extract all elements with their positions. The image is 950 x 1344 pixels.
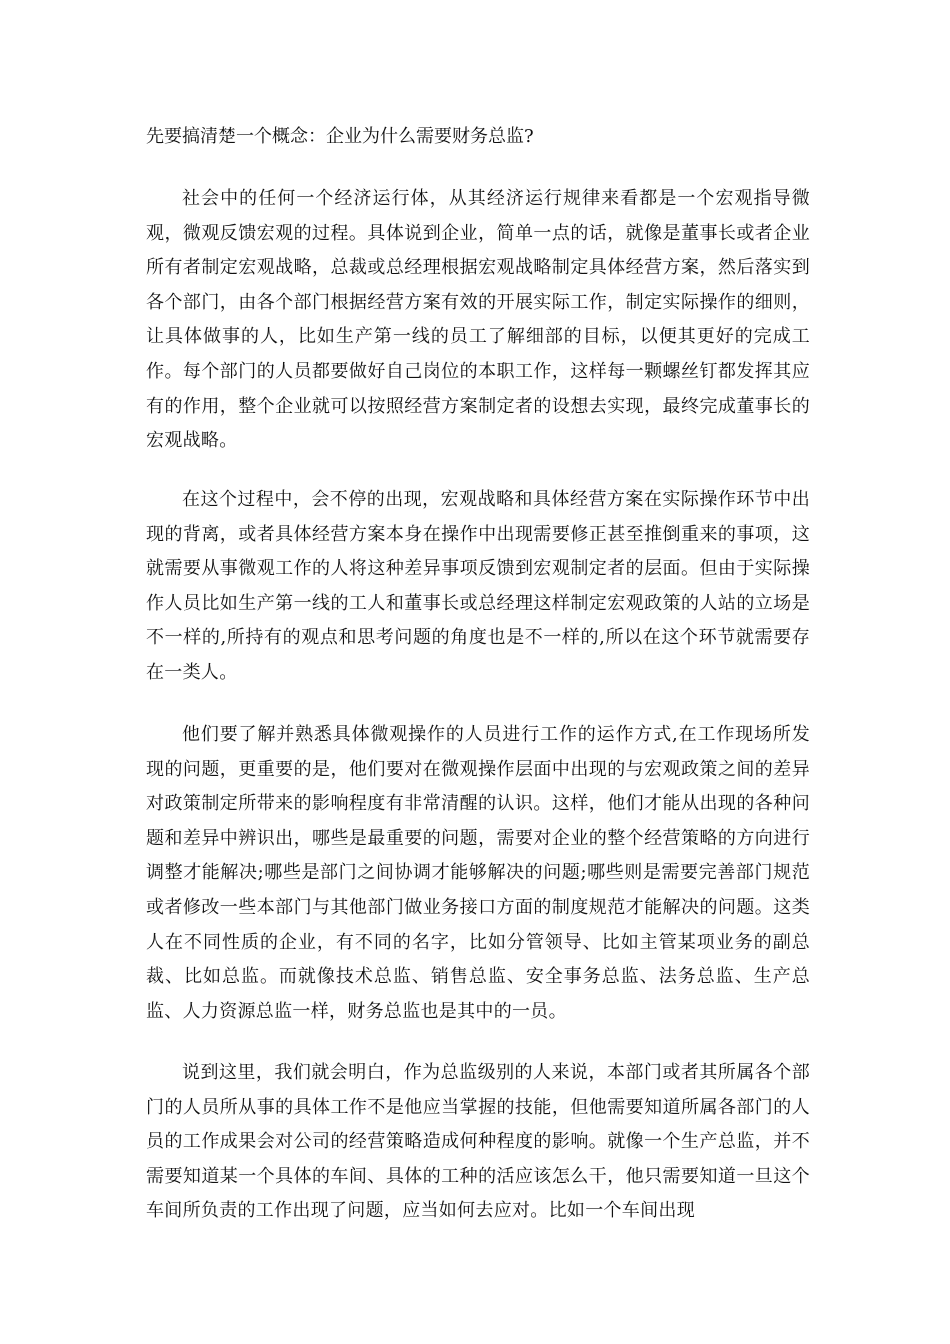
paragraph-1: 社会中的任何一个经济运行体，从其经济运行规律来看都是一个宏观指导微观，微观反馈宏观的过程。具体说到企业，简单一点的话，就像是董事长或者企业所有者制定宏观战略，总裁或总经理根据宏观战略制定具体经营方案，然后落实到各个部门，由各个部门根据经营方案有效的开展实际工作，制定实际操作的细则，让具体做事的人，比如生产第一线的员工了解细部的目标，以便其更好的完成工作。每个部门的人员都要做好自己岗位的本职工作，这样每一颗螺丝钉都发挥其应有的作用，整个企业就可以按照经营方案制定者的设想去实现，最终完成董事长的宏观战略。 <box>146 188 810 452</box>
document-heading: 先要搞清楚一个概念：企业为什么需要财务总监? <box>146 126 534 147</box>
paragraph-3: 他们要了解并熟悉具体微观操作的人员进行工作的运作方式,在工作现场所发现的问题，更重要的是，他们要对在微观操作层面中出现的与宏观政策之间的差异对政策制定所带来的影响程度有非常清醒的认识。这样，他们才能从出现的各种问题和差异中辨识出，哪些是最重要的问题，需要对企业的整个经营策略的方向进行调整才能解决;哪些是部门之间协调才能够解决的问题;哪些则是需要完善部门规范或者修改一些本部门与其他部门做业务接口方面的制度规范才能解决的问题。这类人在不同性质的企业，有不同的名字，比如分管领导、比如主管某项业务的副总裁、比如总监。而就像技术总监、销售总监、安全事务总监、法务总监、生产总监、人力资源总监一样，财务总监也是其中的一员。 <box>146 724 810 1022</box>
paragraph-2: 在这个过程中，会不停的出现，宏观战略和具体经营方案在实际操作环节中出现的背离，或者具体经营方案本身在操作中出现需要修正甚至推倒重来的事项，这就需要从事微观工作的人将这种差异事项反馈到宏观制定者的层面。但由于实际操作人员比如生产第一线的工人和董事长或总经理这样制定宏观政策的人站的立场是不一样的,所持有的观点和思考问题的角度也是不一样的,所以在这个环节就需要存在一类人。 <box>146 489 810 683</box>
paragraph-4: 说到这里，我们就会明白，作为总监级别的人来说，本部门或者其所属各个部门的人员所从事的具体工作不是他应当掌握的技能，但他需要知道所属各部门的人员的工作成果会对公司的经营策略造成何种程度的影响。就像一个生产总监，并不需要知道某一个具体的车间、具体的工种的活应该怎么干，他只需要知道一旦这个车间所负责的工作出现了问题，应当如何去应对。比如一个车间出现 <box>146 1062 810 1222</box>
